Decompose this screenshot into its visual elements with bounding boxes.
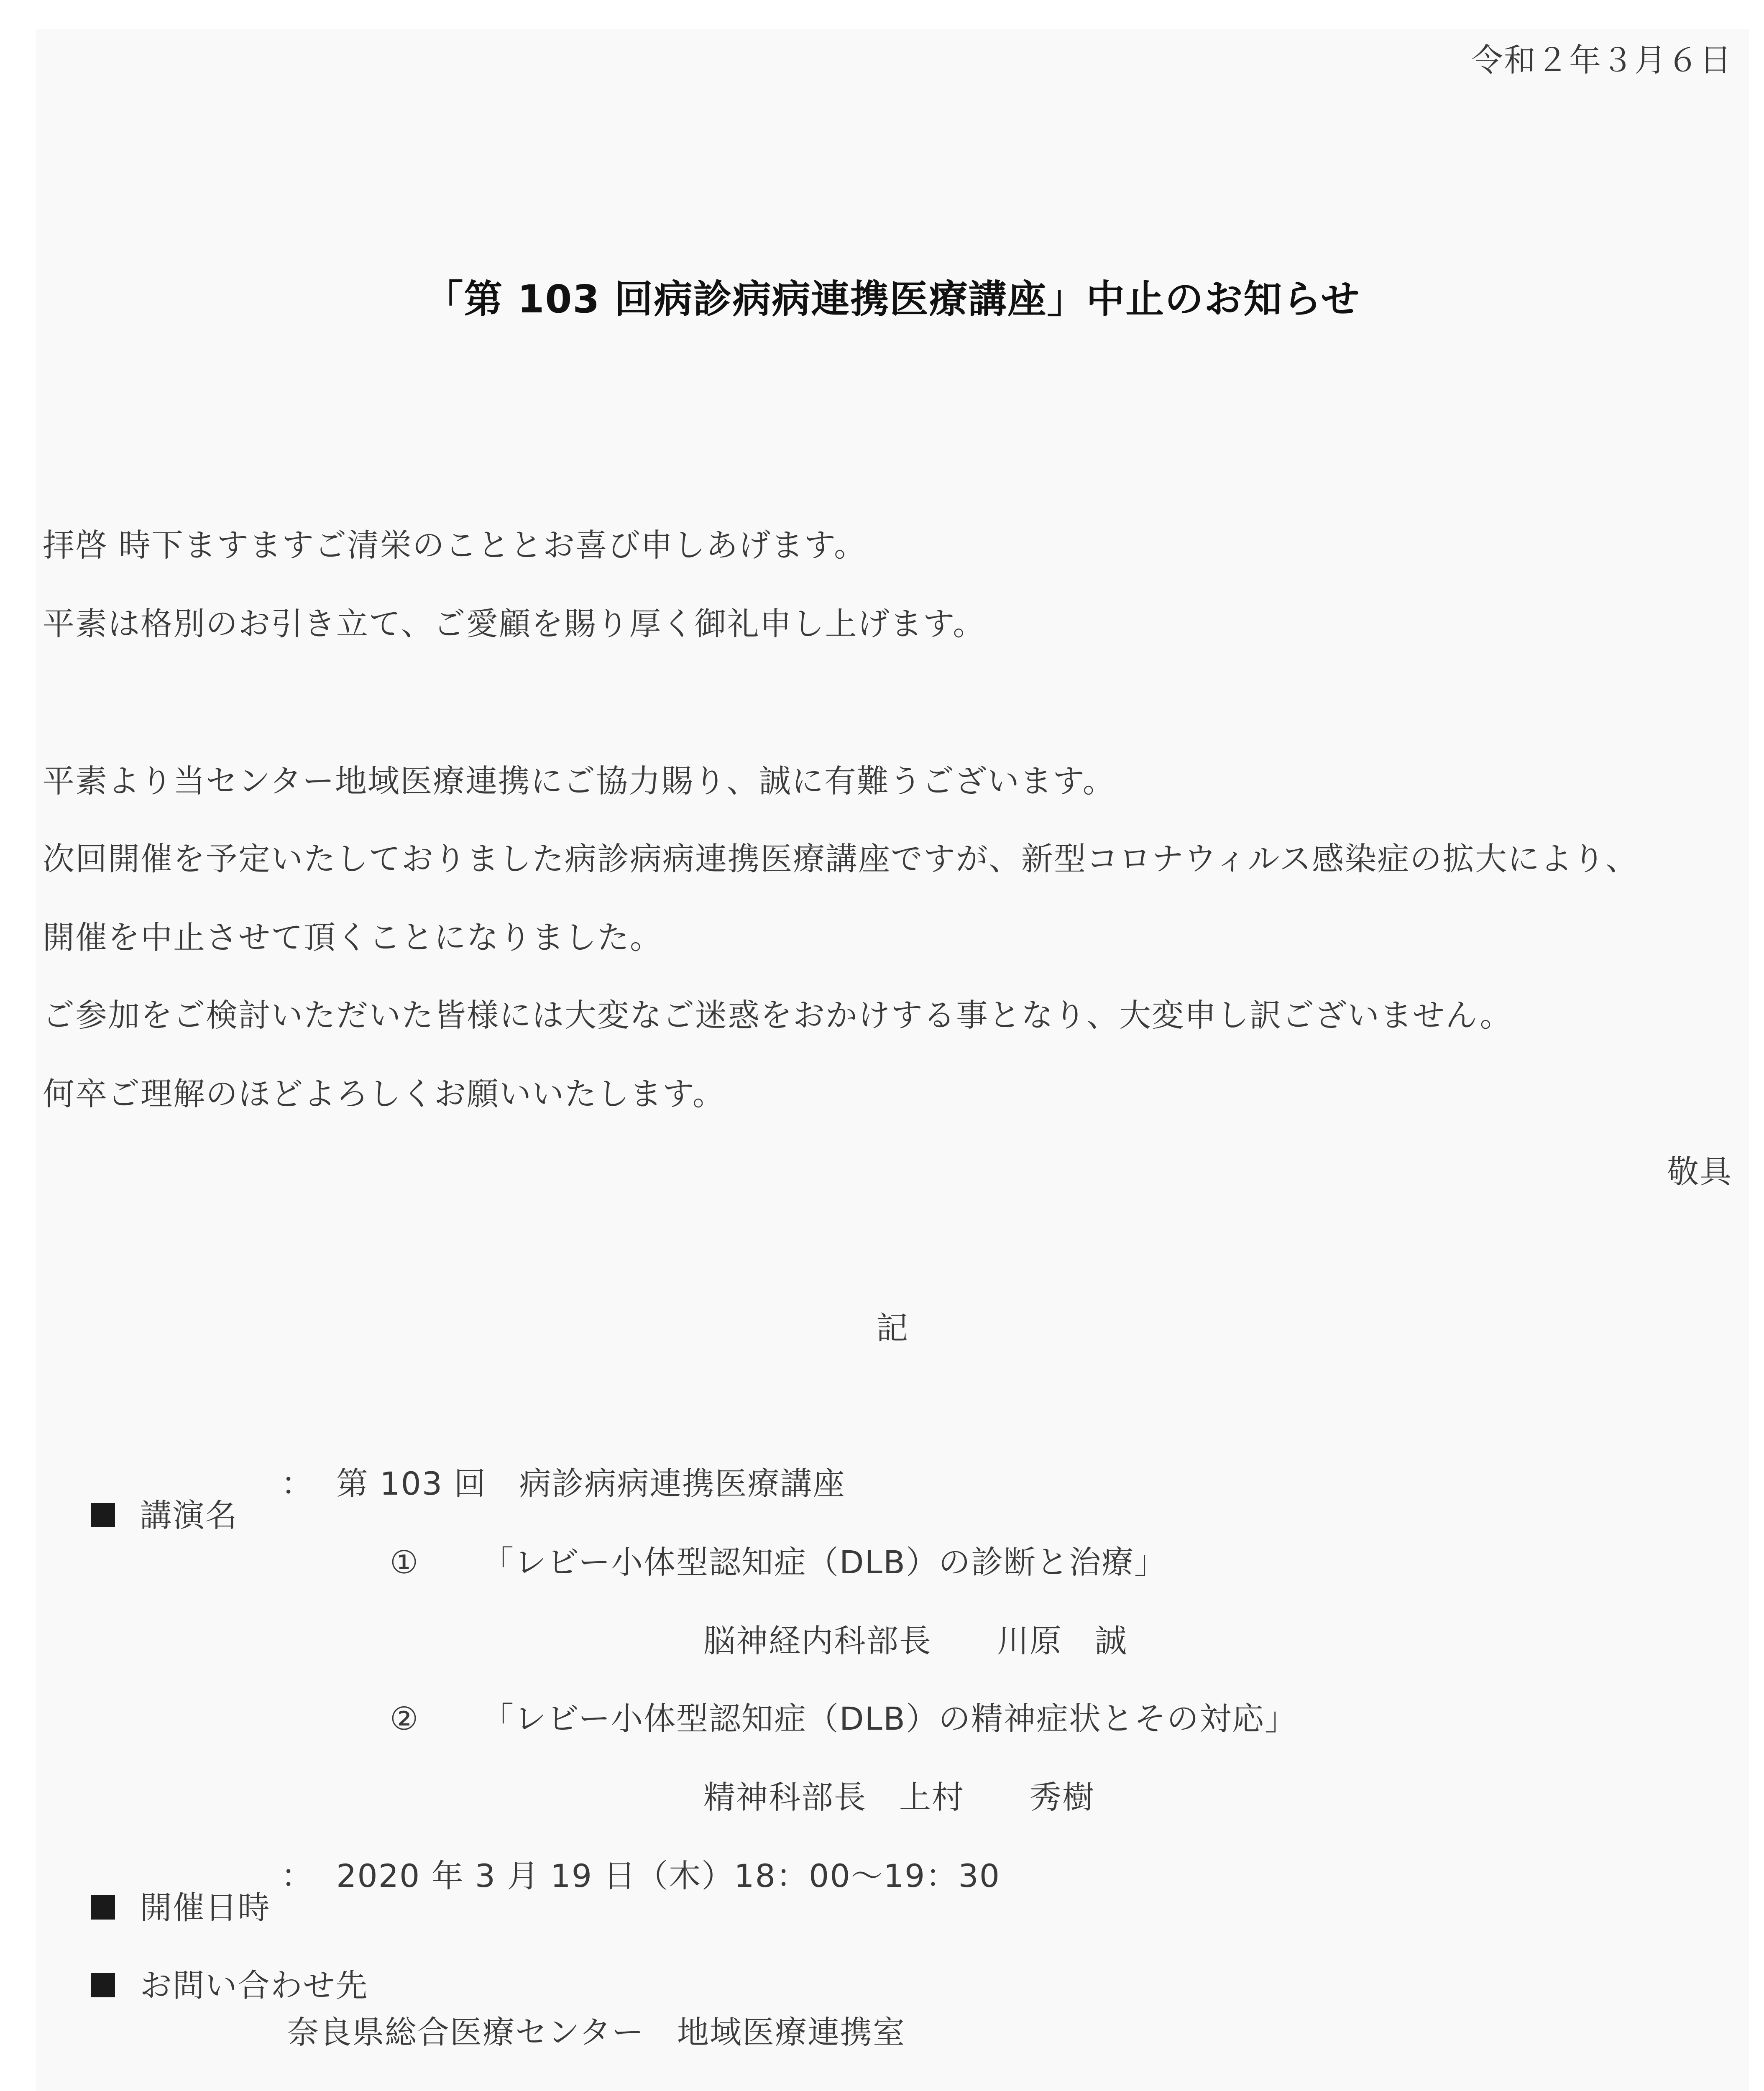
body-line-3: 開催を中止させて頂くことになりました。 <box>43 919 662 956</box>
lecture-row <box>47 1468 238 1563</box>
greeting-line-2: 平素は格別のお引き立て、ご愛顧を賜り厚く御礼申し上げます。 <box>43 605 986 642</box>
lecture-name: 第 103 回 病診病病連携医療講座 <box>336 1465 846 1502</box>
body-line-1: 平素より当センター地域医療連携にご協力賜り、誠に有難うございます。 <box>43 762 1115 800</box>
square-bullet-icon <box>91 1895 115 1920</box>
datetime-label: 開催日時 <box>140 1889 271 1926</box>
contact-label: お問い合わせ先 <box>140 1967 368 2004</box>
talk2-number: ② <box>390 1700 419 1737</box>
body-line-4: ご参加をご検討いただいた皆様には大変なご迷惑をおかけする事となり、大変申し訳ございません。 <box>43 997 1513 1034</box>
greeting-line-1: 拝啓 時下ますますご清栄のこととお喜び申しあげます。 <box>43 527 867 564</box>
datetime-colon: ： <box>281 1857 314 1894</box>
document-page <box>36 29 1749 2091</box>
body-line-5: 何卒ご理解のほどよろしくお願いいたします。 <box>43 1075 725 1112</box>
square-bullet-icon <box>91 1973 115 1997</box>
talk1-title: 「レビー小体型認知症（DLB）の診断と治療」 <box>482 1544 1167 1581</box>
body-line-2: 次回開催を予定いたしておりました病診病病連携医療講座ですが、新型コロナウィルス感染症の拡大により、 <box>43 840 1639 877</box>
datetime-value: 2020 年 3 月 19 日（木）18：00〜19：30 <box>336 1857 1001 1894</box>
closing-keigu: 敬具 <box>1667 1153 1732 1190</box>
talk1-speaker: 脳神経内科部長 川原 誠 <box>703 1622 1127 1659</box>
square-bullet-icon <box>91 1503 115 1527</box>
lecture-colon: ： <box>281 1465 314 1502</box>
document-title: 「第 103 回病診病病連携医療講座」中止のお知らせ <box>424 277 1360 322</box>
talk1-number: ① <box>390 1544 419 1581</box>
lecture-label: 講演名 <box>140 1497 238 1534</box>
document-date: 令和２年３月６日 <box>1471 41 1732 79</box>
talk2-speaker: 精神科部長 上村 秀樹 <box>703 1779 1095 1816</box>
contact-organization: 奈良県総合医療センター 地域医療連携室 <box>287 2014 905 2051</box>
ki-marker: 記 <box>876 1309 909 1347</box>
talk2-title: 「レビー小体型認知症（DLB）の精神症状とその対応」 <box>482 1700 1297 1737</box>
